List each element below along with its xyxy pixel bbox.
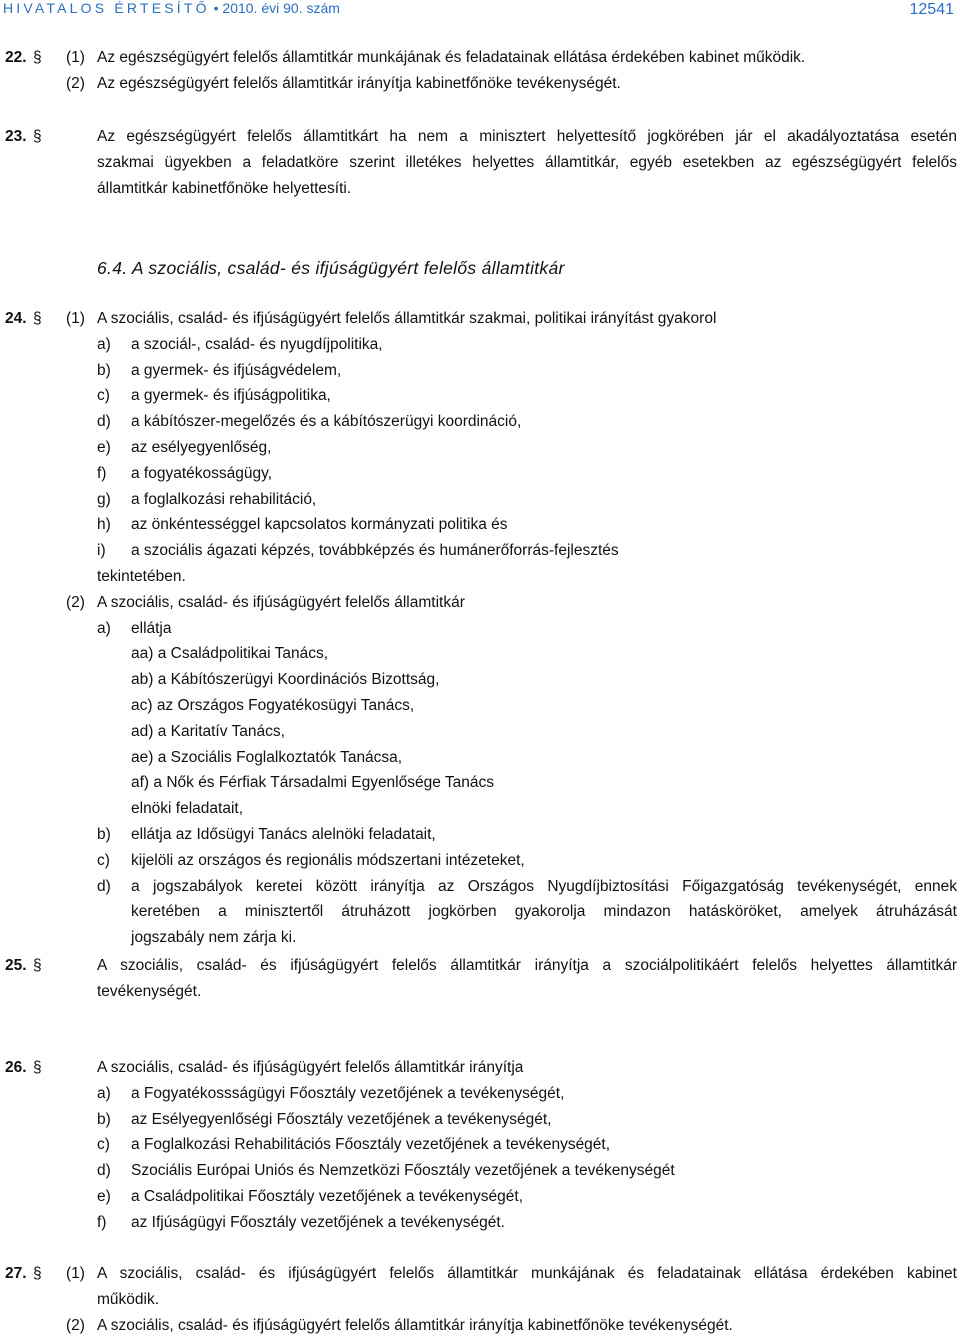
section-title: 6.4. A szociális, család- és ifjúságügyért felelős államtitkár	[97, 258, 565, 278]
section-sign: §	[33, 957, 42, 974]
item-text: a gyermek- és ifjúságvédelem,	[131, 361, 342, 379]
item-text: a foglalkozási rehabilitáció,	[131, 490, 317, 508]
subsection-text: Az egészségügyért felelős államtitkár munkájának és feladatainak ellátása érdekében kabinet működik.	[97, 49, 806, 66]
item-label: d)	[97, 877, 111, 895]
item-label: h)	[97, 516, 111, 534]
subitem-text: ae) a Szociális Foglalkoztatók Tanácsa,	[131, 748, 403, 766]
section-sign: §	[33, 49, 42, 66]
journal-title: HIVATALOS ÉRTESÍTŐ	[3, 0, 210, 16]
item-label: c)	[97, 851, 110, 869]
item-text: ellátja	[131, 619, 172, 637]
item-text: a fogyatékosságügy,	[131, 464, 273, 482]
paragraph-number: 24.	[5, 310, 27, 327]
section-sign: §	[33, 310, 42, 327]
paragraph-22	[0, 48, 960, 100]
section-sign: §	[33, 1265, 42, 1282]
item-text: a gyermek- és ifjúságpolitika,	[131, 387, 331, 405]
item-text: Szociális Európai Uniós és Nemzetközi Főosztály vezetőjének a tevékenységét	[131, 1162, 675, 1180]
page-header	[0, 0, 960, 22]
subitem-text: ac) az Országos Fogyatékosügyi Tanács,	[131, 696, 415, 714]
paragraph-26	[0, 1058, 960, 1239]
item-tail: elnöki feladatait,	[131, 800, 244, 818]
paragraph-number: 23.	[5, 128, 27, 145]
subsection-text: A szociális, család- és ifjúságügyért felelős államtitkár szakmai, politikai irányítást gyakorol	[97, 310, 717, 327]
paragraph-number: 25.	[5, 957, 27, 974]
item-label: a)	[97, 1084, 111, 1102]
subitem-text: ad) a Karitatív Tanács,	[131, 722, 285, 740]
subitem-text: af) a Nők és Férfiak Társadalmi Egyenlősége Tanács	[131, 774, 494, 792]
subsection-tail: tekintetében.	[97, 567, 186, 585]
item-text: a jogszabályok keretei között irányítja az Országos Nyugdíjbiztosítási Főigazgatóság tevékenységét, ennek	[131, 877, 957, 895]
subsection-text: A szociális, család- és ifjúságügyért felelős államtitkár munkájának és feladatainak ellátása érdekében kabinet	[97, 1265, 957, 1282]
subsection-label: (1)	[66, 49, 85, 66]
item-text: a szociál-, család- és nyugdíjpolitika,	[131, 335, 383, 353]
item-text: a Fogyatékossságügyi Főosztály vezetőjének a tevékenységét,	[131, 1084, 565, 1102]
header-journal: HIVATALOS ÉRTESÍTŐ • 2010. évi 90. szám	[3, 0, 340, 16]
subsection-text: A szociális, család- és ifjúságügyért felelős államtitkár	[97, 593, 465, 611]
item-text: az Esélyegyenlőségi Főosztály vezetőjének a tevékenységét,	[131, 1110, 552, 1128]
paragraph-25	[0, 956, 960, 1008]
paragraph-number: 27.	[5, 1265, 27, 1282]
subsection-text: működik.	[97, 1290, 160, 1308]
item-label: i)	[97, 542, 106, 560]
paragraph-23	[0, 127, 960, 204]
section-sign: §	[33, 128, 42, 145]
paragraph-number: 26.	[5, 1059, 27, 1076]
subitem-text: ab) a Kábítószerügyi Koordinációs Bizottság,	[131, 671, 440, 689]
paragraph-intro: A szociális, család- és ifjúságügyért felelős államtitkár irányítja	[97, 1059, 524, 1076]
item-text: keretében a minisztertől átruházott jogkörben gyakorolja mindazon hatásköröket, amelyek átruházását	[131, 903, 957, 921]
subitem-text: aa) a Családpolitikai Tanács,	[131, 645, 329, 663]
item-label: f)	[97, 1213, 107, 1231]
subsection-label: (2)	[66, 74, 85, 92]
page-number: 12541	[909, 1, 954, 18]
section-sign: §	[33, 1059, 42, 1076]
item-text: az esélyegyenlőség,	[131, 438, 272, 456]
item-label: b)	[97, 361, 111, 379]
item-text: az önkéntességgel kapcsolatos kormányzati politika és	[131, 516, 508, 534]
subsection-label: (2)	[66, 593, 85, 611]
subsection-label: (1)	[66, 310, 85, 327]
subsection-text: Az egészségügyért felelős államtitkár irányítja kabinetfőnöke tevékenységét.	[97, 74, 621, 92]
item-text: ellátja az Idősügyi Tanács alelnöki feladatait,	[131, 825, 436, 843]
item-label: b)	[97, 825, 111, 843]
item-label: e)	[97, 1187, 111, 1205]
journal-issue: 2010. évi 90. szám	[222, 0, 340, 16]
item-text: jogszabály nem zárja ki.	[131, 929, 297, 947]
item-label: a)	[97, 335, 111, 353]
item-text: a kábítószer-megelőzés és a kábítószerügyi koordináció,	[131, 413, 522, 431]
item-label: c)	[97, 1136, 110, 1154]
subsection-text: A szociális, család- és ifjúságügyért felelős államtitkár irányítja kabinetfőnöke tevékenységét.	[97, 1316, 733, 1334]
item-label: d)	[97, 1162, 111, 1180]
item-text: a Foglalkozási Rehabilitációs Főosztály vezetőjének a tevékenységét,	[131, 1136, 611, 1154]
paragraph-line: államtitkár kabinetfőnöke helyettesíti.	[97, 179, 352, 197]
paragraph-number: 22.	[5, 49, 27, 66]
subsection-label: (2)	[66, 1316, 85, 1334]
paragraph-line: A szociális, család- és ifjúságügyért felelős államtitkár irányítja a szociálpolitikáért felelős helyettes államtitkár	[97, 957, 957, 974]
paragraph-27	[0, 1264, 960, 1341]
paragraph-line: tevékenységét.	[97, 982, 202, 1000]
item-label: a)	[97, 619, 111, 637]
item-label: b)	[97, 1110, 111, 1128]
paragraph-24	[0, 309, 960, 954]
item-text: az Ifjúságügyi Főosztály vezetőjének a tevékenységét.	[131, 1213, 505, 1231]
item-label: d)	[97, 413, 111, 431]
item-label: g)	[97, 490, 111, 508]
item-text: kijelöli az országos és regionális módszertani intézeteket,	[131, 851, 525, 869]
item-text: a Családpolitikai Főosztály vezetőjének a tevékenységét,	[131, 1187, 524, 1205]
paragraph-line: Az egészségügyért felelős államtitkárt ha nem a minisztert helyettesítő jogkörében jár el akadályoztatása esetén	[97, 128, 957, 145]
item-text: a szociális ágazati képzés, továbbképzés és humánerőforrás-fejlesztés	[131, 542, 619, 560]
item-label: c)	[97, 387, 110, 405]
paragraph-line: szakmai ügyekben a feladatköre szerint illetékes helyettes államtitkár, egyéb esetekben az egészségügyért felelős	[97, 153, 957, 171]
item-label: f)	[97, 464, 107, 482]
subsection-label: (1)	[66, 1265, 85, 1282]
item-label: e)	[97, 438, 111, 456]
